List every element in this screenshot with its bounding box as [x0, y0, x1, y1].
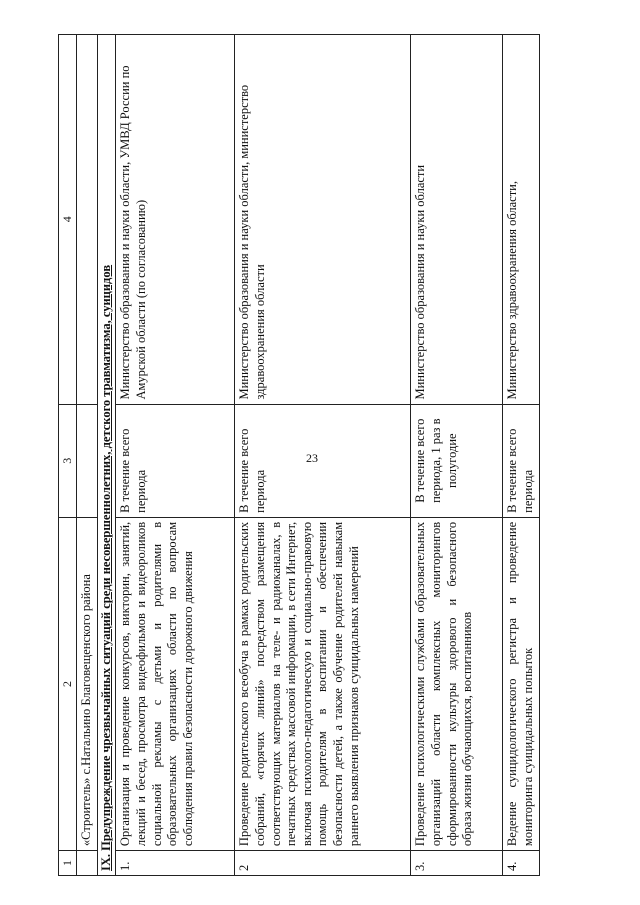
- table-row: [411, 35, 503, 876]
- rotated-table-sheet: [58, 34, 586, 876]
- row-activity: Ведение суицидологического регистра и проведение мониторинга суицидальных попыток: [503, 517, 539, 850]
- row-number: 2: [235, 851, 411, 876]
- row-number: 3.: [411, 851, 503, 876]
- row-activity: Проведение родительского всеобуча в рамках родительских собраний, «горячих линий» посредством размещения соответствующих материалов на теле- и радиоканалах, в печатных средствах массовой информации, в сети Интернет, включая психолого-педагогическую и социально-правовую помощь родителям в воспитании и обеспечении безопасности детей, а также обучение родителей навыкам раннего выявления признаков суицидальных намерений: [235, 517, 411, 850]
- table-row: [235, 35, 411, 876]
- section-title: IX. Предупреждение чрезвычайных ситуаций среди несовершеннолетних, детского травматизма, суицидов: [97, 35, 116, 876]
- table-row: [503, 35, 539, 876]
- row-responsible: Министерство образования и науки области: [411, 35, 503, 405]
- column-header-4: 4: [59, 35, 77, 405]
- row-period: В течение всего периода: [116, 404, 235, 517]
- row-period: В течение всего периода: [503, 404, 539, 517]
- row-activity: Организация и проведение конкурсов, викторин, занятий, лекций и бесед, просмотра видеофильмов и видеороликов социальной рекламы с детьми и родителями в образовательных организациях области по вопросам соблюдения правил безопасности дорожного движения: [116, 517, 235, 850]
- row-responsible: Министерство образования и науки области, УМВД России по Амурской области (по согласованию): [116, 35, 235, 405]
- row-responsible: Министерство образования и науки области, министерство здравоохранения области: [235, 35, 411, 405]
- column-header-2: 2: [59, 517, 77, 850]
- row-number: 4.: [503, 851, 539, 876]
- row-responsible: Министерство здравоохранения области,: [503, 35, 539, 405]
- continuation-responsible: [77, 35, 98, 405]
- continuation-row: [77, 35, 98, 876]
- row-period: В течение всего периода: [235, 404, 411, 517]
- continuation-text: «Строитель» с.Натальино Благовещенского района: [77, 517, 98, 850]
- column-header-3: 3: [59, 404, 77, 517]
- row-activity: Проведение психологическими службами образовательных организаций области комплексных мониторингов сформированности культуры здорового и безопасного образа жизни обучающихся, воспитанников: [411, 517, 503, 850]
- continuation-num: [77, 851, 98, 876]
- row-number: 1.: [116, 851, 235, 876]
- row-period: В течение всего периода, 1 раз в полугодие: [411, 404, 503, 517]
- table-row: [116, 35, 235, 876]
- column-header-row: [59, 35, 77, 876]
- section-row: [97, 35, 116, 876]
- continuation-period: [77, 404, 98, 517]
- activities-table: [58, 34, 540, 876]
- page-number: 23: [306, 451, 318, 465]
- column-header-1: 1: [59, 851, 77, 876]
